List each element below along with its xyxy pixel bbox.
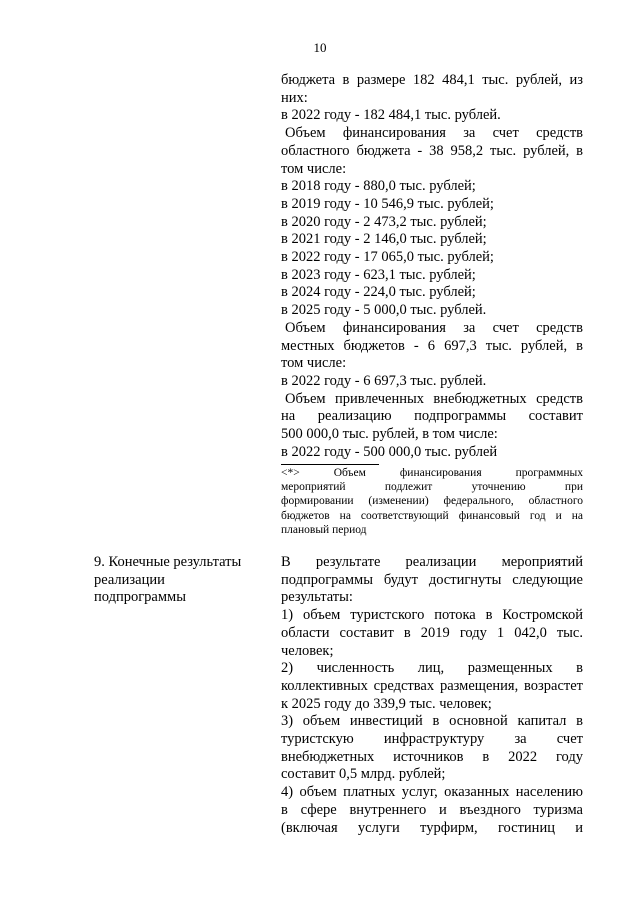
page-number: 10 bbox=[313, 40, 327, 55]
results-line: области составит в 2019 году 1 042,0 тыс. bbox=[281, 624, 583, 641]
results-line: в сфере внутреннего и въездного туризма bbox=[281, 801, 583, 818]
footnote bbox=[281, 466, 583, 537]
funding-line: в 2022 году - 500 000,0 тыс. рублей bbox=[281, 443, 498, 460]
funding-line: Объем финансирования за счет средств bbox=[285, 319, 583, 336]
funding-line: 500 000,0 тыс. рублей, в том числе: bbox=[281, 426, 498, 443]
footnote-line: <*> Объем финансирования программных bbox=[281, 467, 583, 479]
results-line: В результате реализации мероприятий bbox=[281, 554, 583, 570]
results-line: подпрограммы будут достигнуты следующие bbox=[281, 571, 583, 588]
funding-sources-text bbox=[281, 72, 583, 461]
funding-line: областного бюджета - 38 958,2 тыс. рублей, в bbox=[281, 142, 583, 159]
funding-line: в 2022 году - 182 484,1 тыс. рублей. bbox=[281, 107, 501, 124]
funding-line: Объем финансирования за счет средств bbox=[285, 125, 583, 142]
results-line: 3) объем инвестиций в основной капитал в bbox=[281, 713, 583, 730]
final-results-text bbox=[281, 554, 583, 837]
funding-line: том числе: bbox=[281, 160, 347, 177]
results-line: (включая услуги турфирм, гостиниц и bbox=[281, 819, 583, 836]
row-label-final-results bbox=[94, 554, 264, 607]
funding-line: в 2022 году - 6 697,3 тыс. рублей. bbox=[281, 372, 487, 389]
funding-line: в 2019 году - 10 546,9 тыс. рублей; bbox=[281, 195, 494, 212]
results-line: коллективных средствах размещения, возрастет bbox=[281, 677, 583, 694]
funding-line: местных бюджетов - 6 697,3 тыс. рублей, в bbox=[281, 337, 583, 354]
funding-line: в 2024 году - 224,0 тыс. рублей; bbox=[281, 284, 476, 301]
results-line: туристскую инфраструктуру за счет bbox=[281, 731, 583, 748]
funding-line: в 2023 году - 623,1 тыс. рублей; bbox=[281, 266, 476, 283]
results-line: 1) объем туристского потока в Костромской bbox=[281, 607, 583, 624]
results-line: 4) объем платных услуг, оказанных населению bbox=[281, 784, 583, 801]
results-line: составит 0,5 млрд. рублей; bbox=[281, 766, 446, 783]
funding-line: в 2022 году - 17 065,0 тыс. рублей; bbox=[281, 249, 494, 266]
funding-line: бюджета в размере 182 484,1 тыс. рублей, из bbox=[281, 72, 583, 88]
row-label-line: 9. Конечные результаты bbox=[94, 554, 242, 570]
funding-line: в 2018 году - 880,0 тыс. рублей; bbox=[281, 178, 476, 195]
footnote-line: мероприятий подлежит уточнению при bbox=[281, 481, 583, 494]
funding-line: в 2025 году - 5 000,0 тыс. рублей. bbox=[281, 302, 487, 319]
results-line: 2) численность лиц, размещенных в bbox=[281, 660, 583, 677]
funding-line: том числе: bbox=[281, 355, 347, 372]
funding-line: в 2021 году - 2 146,0 тыс. рублей; bbox=[281, 231, 487, 248]
results-line: к 2025 году до 339,9 тыс. человек; bbox=[281, 695, 492, 712]
results-line: внебюджетных источников в 2022 году bbox=[281, 748, 583, 765]
funding-line: Объем привлеченных внебюджетных средств bbox=[285, 390, 583, 407]
funding-line: на реализацию подпрограммы составит bbox=[281, 408, 583, 425]
footnote-separator bbox=[281, 464, 379, 465]
footnote-line: плановый период bbox=[281, 523, 367, 536]
funding-line: в 2020 году - 2 473,2 тыс. рублей; bbox=[281, 213, 487, 230]
row-label-line: реализации bbox=[94, 571, 165, 588]
footnote-line: формировании (изменении) федерального, областного bbox=[281, 495, 583, 508]
footnote-line: бюджетов на соответствующий финансовый год и на bbox=[281, 509, 583, 522]
funding-line: них: bbox=[281, 89, 308, 106]
results-line: человек; bbox=[281, 642, 334, 659]
row-label-line: подпрограммы bbox=[94, 589, 186, 606]
results-line: результаты: bbox=[281, 589, 353, 606]
